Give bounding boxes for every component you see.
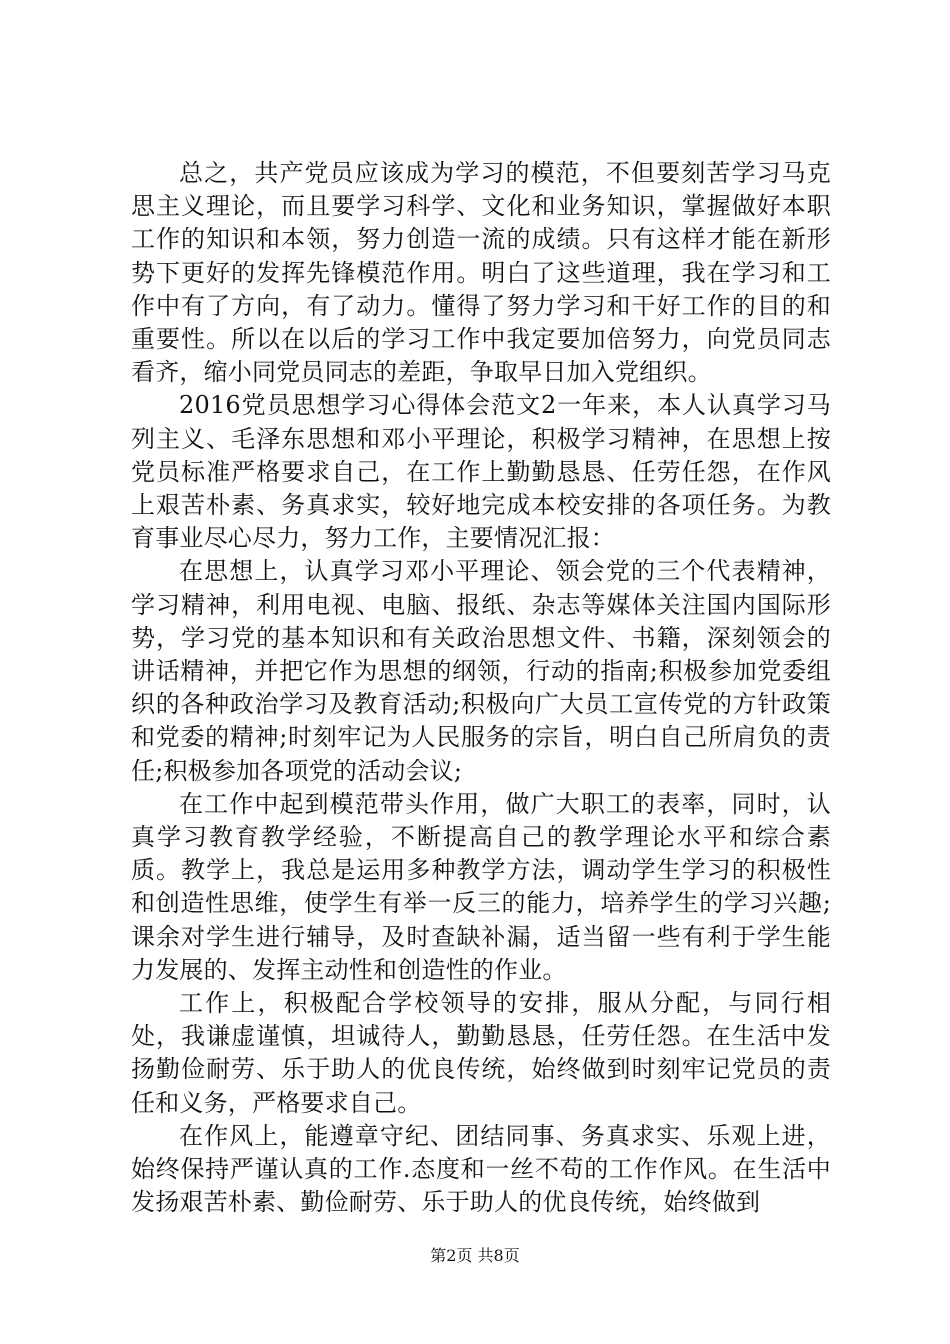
paragraph-6: 在作风上，能遵章守纪、团结同事、务真求实、乐观上进，始终保持严谨认真的工作.态度和一丝不苟的工作作风。在生活中发扬艰苦朴素、勤俭耐劳、乐于助人的优良传统，始终做到 — [131, 1121, 831, 1217]
paragraph-2: 2016党员思想学习心得体会范文2一年来，本人认真学习马列主义、毛泽东思想和邓小平理论，积极学习精神，在思想上按党员标准严格要求自己，在工作上勤勤恳恳、任劳任怨，在作风上艰苦朴素、务真求实，较好地完成本校安排的各项任务。为教育事业尽心尽力，努力工作，主要情况汇报： — [131, 391, 831, 553]
paragraph-3: 在思想上，认真学习邓小平理论、领会党的三个代表精神，学习精神，利用电视、电脑、报纸、杂志等媒体关注国内国际形势，学习党的基本知识和有关政治思想文件、书籍，深刻领会的讲话精神，并把它作为思想的纲领，行动的指南;积极参加党委组织的各种政治学习及教育活动;积极向广大员工宣传党的方针政策和党委的精神;时刻牢记为人民服务的宗旨，明白自己所肩负的责任;积极参加各项党的活动会议; — [131, 557, 831, 785]
document-body — [131, 157, 831, 1220]
paragraph-4: 在工作中起到模范带头作用，做广大职工的表率，同时，认真学习教育教学经验，不断提高自己的教学理论水平和综合素质。教学上，我总是运用多种教学方法，调动学生学习的积极性和创造性思维，使学生有举一反三的能力，培养学生的学习兴趣;课余对学生进行辅导，及时查缺补漏，适当留一些有利于学生能力发展的、发挥主动性和创造性的作业。 — [131, 789, 831, 984]
paragraph-5: 工作上，积极配合学校领导的安排，服从分配，与同行相处，我谦虚谨慎，坦诚待人，勤勤恳恳，任劳任怨。在生活中发扬勤俭耐劳、乐于助人的优良传统，始终做到时刻牢记党员的责任和义务，严格要求自己。 — [131, 989, 831, 1117]
page-footer: 第2页 共8页 — [430, 1246, 520, 1265]
paragraph-1: 总之，共产党员应该成为学习的模范，不但要刻苦学习马克思主义理论，而且要学习科学、文化和业务知识，掌握做好本职工作的知识和本领，努力创造一流的成绩。只有这样才能在新形势下更好的发挥先锋模范作用。明白了这些道理，我在学习和工作中有了方向，有了动力。懂得了努力学习和干好工作的目的和重要性。所以在以后的学习工作中我定要加倍努力，向党员同志看齐，缩小同党员同志的差距，争取早日加入党组织。 — [131, 159, 831, 387]
